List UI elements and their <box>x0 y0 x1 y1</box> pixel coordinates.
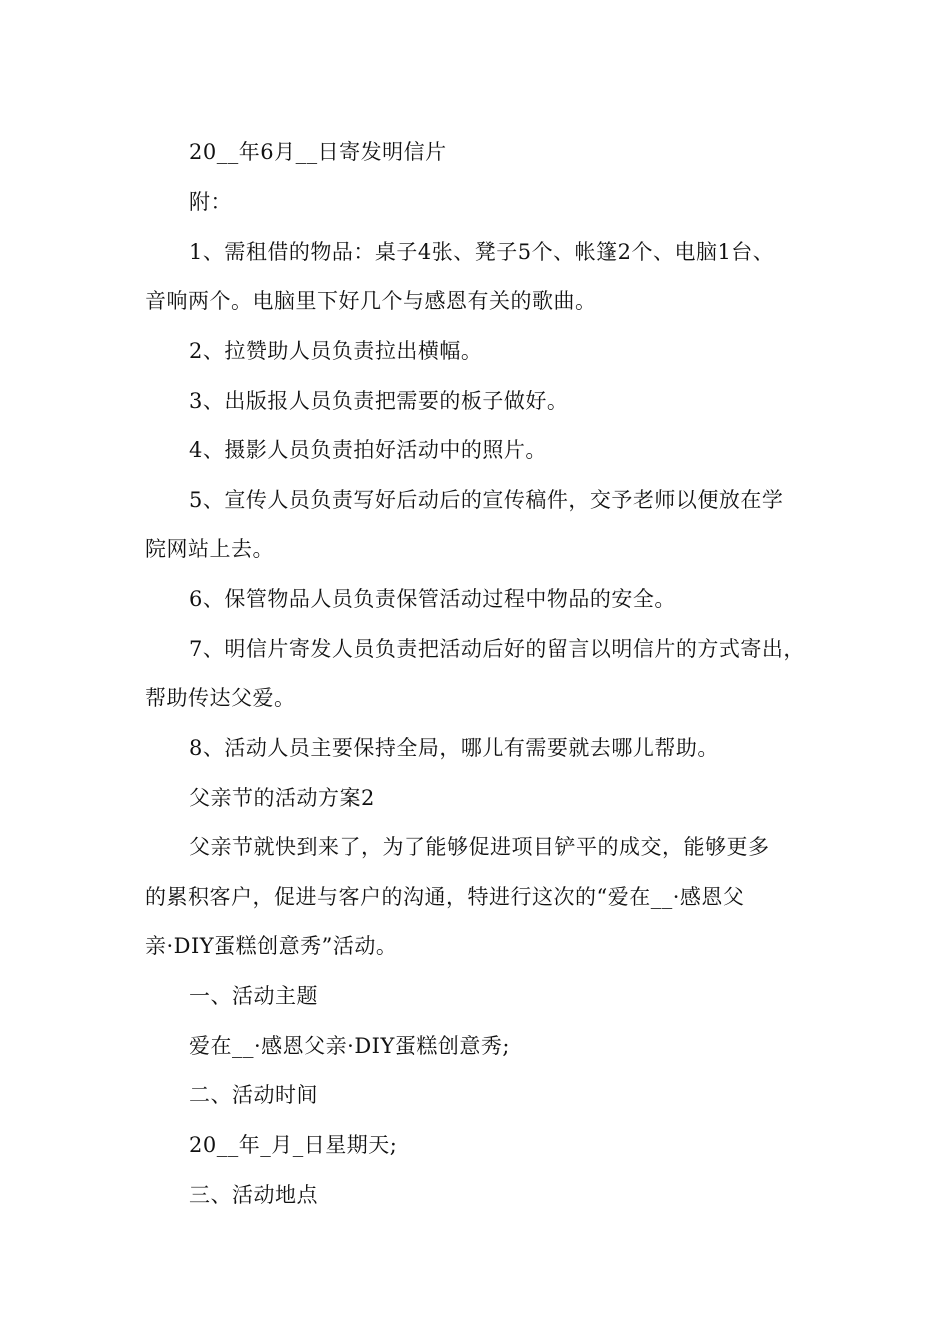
section-heading: 三、活动地点 <box>189 1183 318 1207</box>
section-heading: 二、活动时间 <box>189 1083 318 1107</box>
paragraph-line: 1、需租借的物品：桌子4张、凳子5个、帐篷2个、电脑1台、 <box>189 240 775 264</box>
paragraph-line: 亲·DIY蛋糕创意秀”活动。 <box>145 934 398 958</box>
paragraph-line: 帮助传达父爱。 <box>145 686 296 710</box>
section-heading: 父亲节的活动方案2 <box>189 786 375 810</box>
paragraph-line: 院网站上去。 <box>145 537 274 561</box>
paragraph-line: 20__年6月__日寄发明信片 <box>189 140 447 164</box>
paragraph-line: 8、活动人员主要保持全局，哪儿有需要就去哪儿帮助。 <box>189 736 719 760</box>
paragraph-line: 4、摄影人员负责拍好活动中的照片。 <box>189 438 547 462</box>
paragraph-line: 3、出版报人员负责把需要的板子做好。 <box>189 389 569 413</box>
paragraph-line: 2、拉赞助人员负责拉出横幅。 <box>189 339 483 363</box>
section-heading: 一、活动主题 <box>189 984 318 1008</box>
paragraph-line: 附： <box>189 190 232 214</box>
paragraph-line: 爱在__·感恩父亲·DIY蛋糕创意秀; <box>189 1034 510 1058</box>
paragraph-line: 6、保管物品人员负责保管活动过程中物品的安全。 <box>189 587 676 611</box>
paragraph-line: 音响两个。电脑里下好几个与感恩有关的歌曲。 <box>145 289 597 313</box>
paragraph-line: 7、明信片寄发人员负责把活动后好的留言以明信片的方式寄出， <box>189 637 805 661</box>
paragraph-line: 5、宣传人员负责写好后动后的宣传稿件，交予老师以便放在学 <box>189 488 784 512</box>
paragraph-line: 的累积客户，促进与客户的沟通，特进行这次的“爱在__·感恩父 <box>145 885 745 909</box>
paragraph-line: 20__年_月_日星期天; <box>189 1133 398 1157</box>
paragraph-line: 父亲节就快到来了，为了能够促进项目铲平的成交，能够更多 <box>189 835 770 859</box>
